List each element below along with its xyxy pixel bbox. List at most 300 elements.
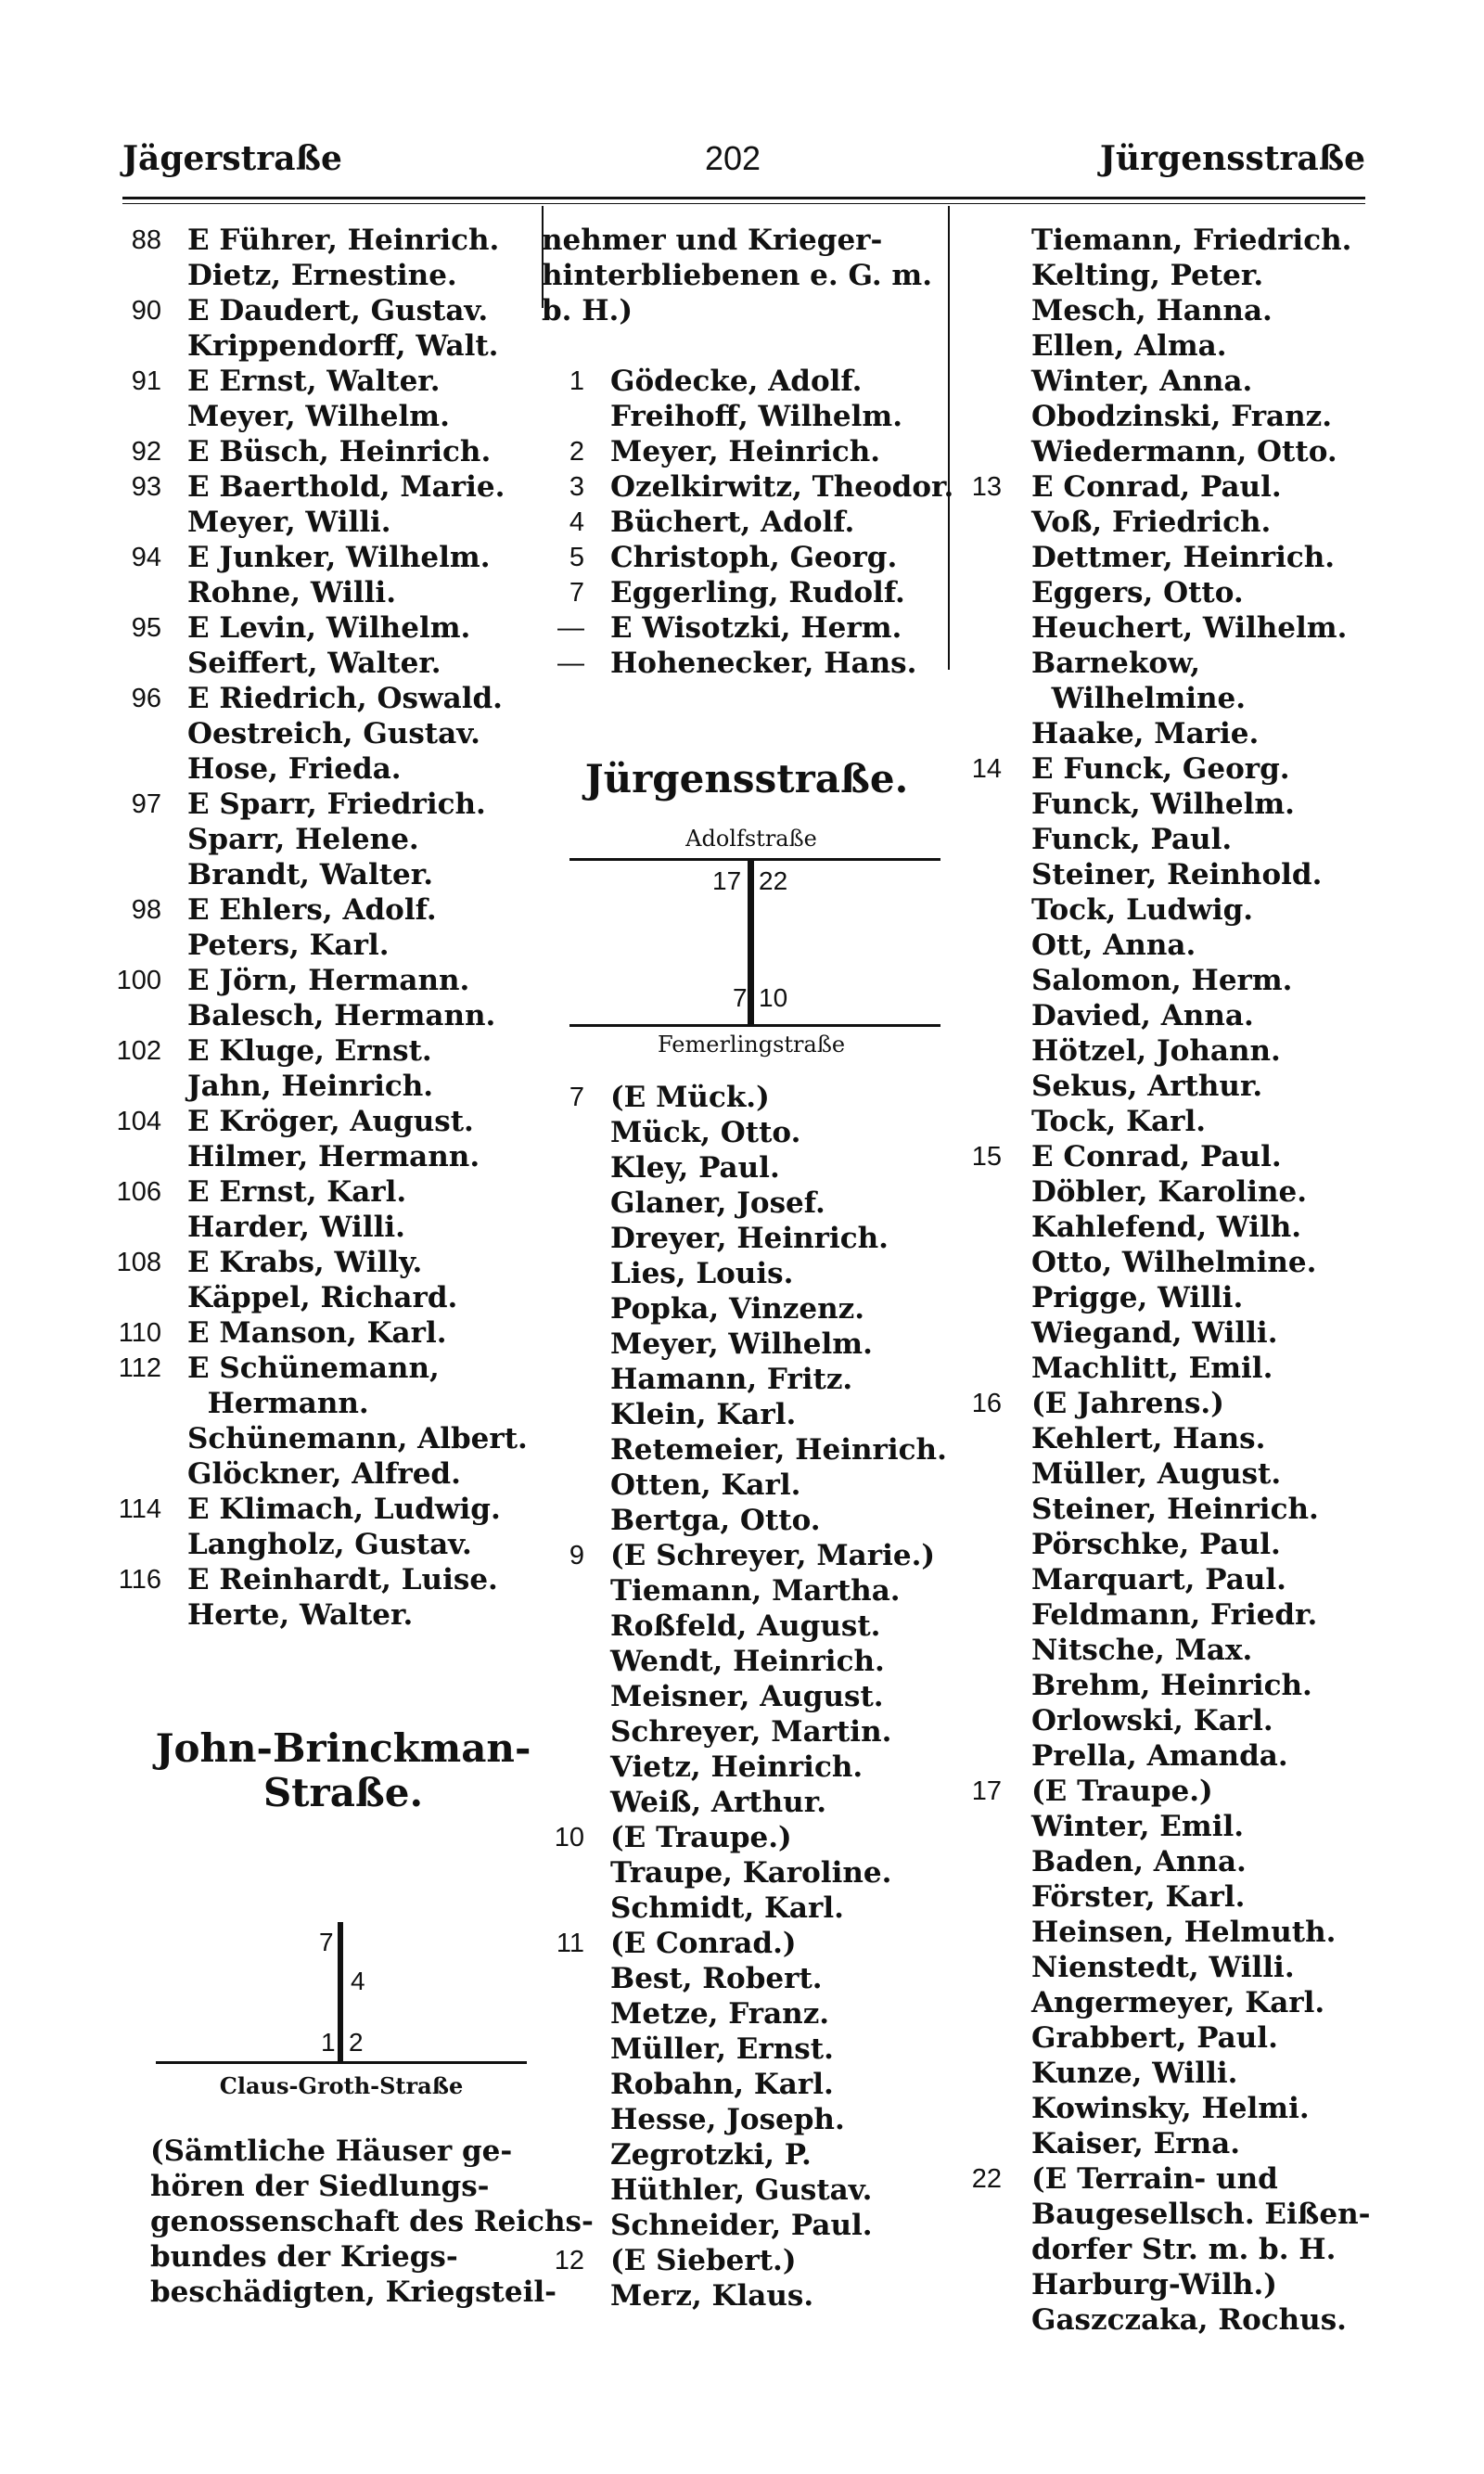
resident-entry: Meyer, Wilhelm.: [187, 400, 450, 433]
entry-line: [542, 2278, 950, 2314]
map-number-bottom-right: 2: [349, 2028, 364, 2057]
entry-line: [957, 787, 1393, 822]
note-line: (Sämtliche Häuser ge-: [150, 2134, 513, 2168]
resident-entry: Tock, Karl.: [1031, 1105, 1207, 1138]
entry-line: [542, 1150, 950, 1186]
resident-entry: (E Siebert.): [610, 2244, 797, 2277]
resident-entry: Hose, Frieda.: [187, 752, 402, 786]
street-map-bar: [338, 1922, 343, 2061]
entry-line: [111, 716, 547, 751]
cross-street-rule: [156, 2061, 527, 2064]
entry-line: [957, 1703, 1393, 1738]
resident-entry: E Levin, Wilhelm.: [187, 611, 471, 645]
resident-entry: Nienstedt, Willi.: [1031, 1951, 1295, 1984]
entry-line: [957, 2302, 1393, 2338]
entry-line: [957, 857, 1393, 892]
resident-entry: Baden, Anna.: [1031, 1845, 1247, 1878]
resident-entry: Obodzinski, Franz.: [1031, 400, 1333, 433]
entry-line: [542, 2243, 950, 2278]
house-number: 2: [569, 437, 584, 467]
entry-line: [111, 681, 547, 716]
house-number: 12: [554, 2246, 584, 2275]
resident-entry: Gaszczaka, Rochus.: [1031, 2303, 1347, 2337]
entry-line: [957, 1456, 1393, 1492]
resident-entry: E Ernst, Walter.: [187, 365, 441, 398]
entry-line: [957, 1915, 1393, 1950]
entry-line: [542, 1679, 950, 1714]
resident-entry: Winter, Emil.: [1031, 1810, 1245, 1843]
resident-entry: Meyer, Heinrich.: [610, 435, 881, 468]
header-rule-thin: [122, 203, 1365, 204]
entry-line: [957, 646, 1393, 681]
entry-line: [957, 1245, 1393, 1280]
map-number-top-left: 17: [712, 866, 742, 895]
entry-line: [542, 1926, 950, 1961]
resident-entry: Steiner, Reinhold.: [1031, 858, 1323, 891]
map-number-right: 4: [351, 1967, 365, 1995]
resident-entry: Dettmer, Heinrich.: [1031, 541, 1336, 574]
entry-line: [957, 1738, 1393, 1774]
entry-line: [542, 1996, 950, 2032]
entry-line: [957, 1844, 1393, 1879]
resident-entry: Kaiser, Erna.: [1031, 2127, 1241, 2160]
entry-line: [957, 2197, 1393, 2232]
resident-entry: Weiß, Arthur.: [610, 1786, 826, 1819]
resident-entry: Angermeyer, Karl.: [1031, 1986, 1325, 2019]
resident-entry: Schmidt, Karl.: [610, 1891, 844, 1925]
resident-entry: Ott, Anna.: [1031, 929, 1196, 962]
entry-line: [542, 1961, 950, 1996]
house-number: 17: [971, 1776, 1002, 1806]
entry-line: [542, 399, 950, 434]
resident-entry: Oestreich, Gustav.: [187, 717, 480, 750]
entry-line: [111, 1315, 547, 1351]
resident-entry: Winter, Anna.: [1031, 365, 1253, 398]
resident-entry: E Führer, Heinrich.: [187, 224, 500, 257]
column-juergensstrasse-continued: [957, 223, 1393, 2338]
entry-line: [957, 399, 1393, 434]
resident-entry: Grabbert, Paul.: [1031, 2021, 1278, 2055]
map-number-top: 7: [319, 1928, 334, 1956]
entry-line: [111, 822, 547, 857]
entry-line: [957, 751, 1393, 787]
house-number: 106: [116, 1177, 161, 1207]
entry-line: [542, 293, 950, 328]
entry-line: [111, 1562, 547, 1597]
resident-entry: Zegrotzki, P.: [610, 2138, 812, 2172]
resident-entry: Hüthler, Gustav.: [610, 2173, 873, 2207]
entry-line: [957, 1033, 1393, 1069]
resident-entry: Peters, Karl.: [187, 929, 390, 962]
resident-entry: (E Conrad.): [610, 1927, 797, 1960]
entry-line: [542, 1115, 950, 1150]
entry-line: [542, 1785, 950, 1820]
resident-entry: Wilhelmine.: [1031, 682, 1247, 715]
column-jaegerstrasse-entries: [111, 223, 547, 1633]
resident-entry: Brandt, Walter.: [187, 858, 434, 891]
resident-entry: Feldmann, Friedr.: [1031, 1598, 1318, 1632]
entry-line: [957, 1562, 1393, 1597]
resident-entry: Orlowski, Karl.: [1031, 1704, 1273, 1737]
entry-line: [957, 1139, 1393, 1174]
resident-entry: Popka, Vinzenz.: [610, 1292, 865, 1326]
column-juergensstrasse-entries: [542, 1080, 950, 2314]
entry-line: [957, 2091, 1393, 2126]
entry-line: [111, 575, 547, 610]
resident-entry: Kunze, Willi.: [1031, 2057, 1238, 2090]
resident-entry: Kehlert, Hans.: [1031, 1422, 1266, 1455]
entry-line: [957, 963, 1393, 998]
street-title-juergensstrasse: Jürgensstraße.: [584, 756, 909, 801]
entry-line: [111, 1492, 547, 1527]
resident-entry: Otten, Karl.: [610, 1468, 801, 1502]
entry-line: [111, 928, 547, 963]
resident-entry: Machlitt, Emil.: [1031, 1352, 1273, 1385]
resident-entry: Mück, Otto.: [610, 1116, 801, 1149]
house-number: 90: [131, 296, 161, 326]
resident-entry: Steiner, Heinrich.: [1031, 1493, 1319, 1526]
entry-line: [542, 540, 950, 575]
map-number-bottom-right: 10: [759, 983, 788, 1012]
resident-entry: E Reinhardt, Luise.: [187, 1563, 498, 1596]
entry-line: [957, 892, 1393, 928]
street-title-john-brinckman-1: John-Brinckman-: [155, 1725, 531, 1771]
house-number: —: [557, 648, 584, 678]
entry-line: [957, 1985, 1393, 2020]
house-number: 92: [131, 437, 161, 467]
entry-line: [111, 1033, 547, 1069]
running-header-right: Jürgensstraße: [1099, 139, 1365, 178]
entry-line: [957, 364, 1393, 399]
resident-entry: dorfer Str. m. b. H.: [1031, 2233, 1337, 2266]
resident-entry: Schneider, Paul.: [610, 2209, 873, 2242]
resident-entry: Jahn, Heinrich.: [187, 1070, 434, 1103]
entry-line: [111, 1597, 547, 1633]
entry-line: [957, 258, 1393, 293]
resident-entry: Meyer, Willi.: [187, 506, 391, 539]
resident-entry: Retemeier, Heinrich.: [610, 1433, 947, 1467]
resident-entry: Roßfeld, August.: [610, 1609, 881, 1643]
entry-line: [542, 1080, 950, 1115]
resident-entry: Kahlefend, Wilh.: [1031, 1211, 1302, 1244]
resident-entry: Glaner, Josef.: [610, 1186, 825, 1220]
resident-entry: Dietz, Ernestine.: [187, 259, 457, 292]
entry-line: [957, 2020, 1393, 2056]
house-number: 14: [971, 754, 1002, 784]
header-rule: [122, 197, 1365, 199]
map-number-bottom-left: 1: [321, 2028, 336, 2057]
house-number: 96: [131, 684, 161, 713]
entry-line: [957, 328, 1393, 364]
bottom-street-rule: [569, 1024, 940, 1027]
resident-entry: Müller, Ernst.: [610, 2032, 834, 2066]
entry-line: [957, 1774, 1393, 1809]
entry-line: [111, 751, 547, 787]
entry-line: [542, 1644, 950, 1679]
entry-line: [957, 2161, 1393, 2197]
entry-line: [542, 610, 950, 646]
entry-line: [542, 364, 950, 399]
resident-entry: E Junker, Wilhelm.: [187, 541, 491, 574]
entry-line: [542, 1891, 950, 1926]
resident-entry: E Jörn, Hermann.: [187, 964, 470, 997]
entry-line: [111, 1210, 547, 1245]
resident-entry: Barnekow,: [1031, 647, 1200, 680]
resident-entry: Kelting, Peter.: [1031, 259, 1264, 292]
entry-line: [542, 1468, 950, 1503]
resident-entry: Best, Robert.: [610, 1962, 823, 1995]
resident-entry: Eggerling, Rudolf.: [610, 576, 905, 609]
house-number: 4: [569, 507, 584, 537]
resident-entry: Nitsche, Max.: [1031, 1634, 1253, 1667]
resident-entry: Vietz, Heinrich.: [610, 1750, 864, 1784]
house-number: 94: [131, 543, 161, 572]
resident-entry: Meisner, August.: [610, 1680, 884, 1713]
resident-entry: nehmer und Krieger-: [542, 224, 883, 257]
house-number: 116: [118, 1565, 161, 1595]
resident-entry: Kley, Paul.: [610, 1151, 780, 1185]
resident-entry: E Daudert, Gustav.: [187, 294, 489, 327]
entry-line: [957, 2267, 1393, 2302]
resident-entry: Tock, Ludwig.: [1031, 893, 1254, 927]
top-street-label: Adolfstraße: [685, 826, 817, 852]
entry-line: [957, 1421, 1393, 1456]
entry-line: [957, 610, 1393, 646]
entry-line: [542, 1538, 950, 1573]
house-number: 1: [569, 366, 584, 396]
resident-entry: E Kröger, August.: [187, 1105, 474, 1138]
entry-line: [111, 1351, 547, 1386]
bottom-street-label: Femerlingstraße: [657, 1032, 846, 1058]
entry-line: [542, 2067, 950, 2102]
entry-line: [111, 1527, 547, 1562]
house-number: 110: [118, 1318, 161, 1348]
house-number: 10: [554, 1823, 584, 1852]
resident-entry: Wiedermann, Otto.: [1031, 435, 1337, 468]
entry-line: [542, 646, 950, 681]
resident-entry: E Klimach, Ludwig.: [187, 1493, 501, 1526]
resident-entry: Döbler, Karoline.: [1031, 1175, 1308, 1209]
resident-entry: Merz, Klaus.: [610, 2279, 814, 2313]
entry-line: [542, 575, 950, 610]
house-number: 88: [131, 225, 161, 255]
house-number: 3: [569, 472, 584, 502]
entry-line: [957, 1633, 1393, 1668]
resident-entry: (E Mück.): [610, 1081, 770, 1114]
house-number: 102: [116, 1036, 161, 1066]
resident-entry: Kowinsky, Helmi.: [1031, 2092, 1310, 2125]
resident-entry: E Ehlers, Adolf.: [187, 893, 437, 927]
resident-entry: Pörschke, Paul.: [1031, 1528, 1281, 1561]
street-title-john-brinckman-2: Straße.: [262, 1770, 424, 1815]
entry-line: [542, 505, 950, 540]
entry-line: [957, 2232, 1393, 2267]
resident-entry: Langholz, Gustav.: [187, 1528, 472, 1561]
house-number: 95: [131, 613, 161, 643]
entry-line: [542, 2137, 950, 2173]
entry-line: [542, 1573, 950, 1609]
running-header-left: Jägerstraße: [122, 139, 342, 178]
resident-entry: E Sparr, Friedrich.: [187, 788, 486, 821]
house-number: 91: [131, 366, 161, 396]
resident-entry: Schünemann, Albert.: [187, 1422, 528, 1455]
house-number: 13: [971, 472, 1002, 502]
resident-entry: (E Traupe.): [610, 1821, 792, 1854]
resident-entry: Hermann.: [187, 1387, 369, 1420]
resident-entry: E Wisotzki, Herm.: [610, 611, 902, 645]
entry-line: [542, 2032, 950, 2067]
entry-line: [111, 505, 547, 540]
entry-line: [542, 1186, 950, 1221]
entry-line: [111, 646, 547, 681]
resident-entry: Ozelkirwitz, Theodor.: [610, 470, 954, 504]
column-jaegerstrasse-continued: [542, 223, 954, 681]
entry-line: [111, 787, 547, 822]
resident-entry: Käppel, Richard.: [187, 1281, 458, 1314]
resident-entry: Brehm, Heinrich.: [1031, 1669, 1312, 1702]
entry-line: [957, 681, 1393, 716]
entry-line: [542, 1750, 950, 1785]
resident-entry: Tiemann, Friedrich.: [1031, 224, 1352, 257]
house-number: 22: [971, 2164, 1002, 2194]
entry-line: [542, 1256, 950, 1291]
page-number: 202: [705, 139, 761, 177]
resident-entry: Hamann, Fritz.: [610, 1363, 853, 1396]
entry-line: [542, 258, 950, 293]
resident-entry: (E Traupe.): [1031, 1775, 1213, 1808]
house-number: 98: [131, 895, 161, 925]
entry-line: [957, 2126, 1393, 2161]
resident-entry: Voß, Friedrich.: [1031, 506, 1272, 539]
entry-line: [111, 399, 547, 434]
entry-line: [957, 2056, 1393, 2091]
cross-street-label: Claus-Groth-Straße: [219, 2072, 464, 2099]
resident-entry: Robahn, Karl.: [610, 2068, 834, 2101]
entry-line: [957, 716, 1393, 751]
resident-entry: Sparr, Helene.: [187, 823, 419, 856]
entry-line: [111, 469, 547, 505]
resident-entry: Marquart, Paul.: [1031, 1563, 1286, 1596]
entry-line: [542, 1714, 950, 1750]
entry-line: [542, 1327, 950, 1362]
entry-line: [542, 1503, 950, 1538]
entry-line: [957, 1210, 1393, 1245]
entry-line: [542, 328, 950, 364]
entry-line: [111, 293, 547, 328]
resident-entry: Büchert, Adolf.: [610, 506, 855, 539]
note-line: beschädigten, Kriegsteil-: [150, 2275, 557, 2309]
entry-line: [957, 434, 1393, 469]
entry-line: [957, 1668, 1393, 1703]
entry-line: [957, 822, 1393, 857]
entry-line: [111, 998, 547, 1033]
resident-entry: Prella, Amanda.: [1031, 1739, 1288, 1773]
house-number: 11: [556, 1929, 584, 1958]
entry-line: [957, 469, 1393, 505]
entry-line: [542, 469, 954, 505]
resident-entry: hinterbliebenen e. G. m.: [542, 259, 933, 292]
resident-entry: Wiegand, Willi.: [1031, 1316, 1278, 1350]
entry-line: [957, 1351, 1393, 1386]
entry-line: [111, 1386, 547, 1421]
resident-entry: Funck, Wilhelm.: [1031, 788, 1295, 821]
resident-entry: Förster, Karl.: [1031, 1880, 1246, 1914]
resident-entry: Hilmer, Hermann.: [187, 1140, 480, 1173]
house-number: 112: [118, 1353, 161, 1383]
entry-line: [111, 1421, 547, 1456]
resident-entry: Wendt, Heinrich.: [610, 1645, 885, 1678]
entry-line: [111, 258, 547, 293]
resident-entry: Seiffert, Walter.: [187, 647, 441, 680]
entry-line: [957, 1492, 1393, 1527]
resident-entry: E Funck, Georg.: [1031, 752, 1290, 786]
resident-entry: Bertga, Otto.: [610, 1504, 821, 1537]
resident-entry: Prigge, Willi.: [1031, 1281, 1244, 1314]
entry-line: [542, 1362, 950, 1397]
note-line: bundes der Kriegs-: [150, 2240, 458, 2274]
resident-entry: Ellen, Alma.: [1031, 329, 1227, 363]
entry-line: [542, 1609, 950, 1644]
entry-line: [542, 1397, 950, 1432]
entry-line: [957, 1809, 1393, 1844]
entry-line: [957, 1386, 1393, 1421]
entry-line: [111, 892, 547, 928]
entry-line: [111, 1280, 547, 1315]
resident-entry: Schreyer, Martin.: [610, 1715, 892, 1749]
map-number-bottom-left: 7: [733, 983, 748, 1012]
resident-entry: Otto, Wilhelmine.: [1031, 1246, 1317, 1279]
house-number: 15: [971, 1142, 1002, 1172]
resident-entry: (E Terrain- und: [1031, 2162, 1278, 2196]
juergensstrasse-map-bar: [748, 861, 754, 1024]
resident-entry: E Ernst, Karl.: [187, 1175, 407, 1209]
resident-entry: Hohenecker, Hans.: [610, 647, 917, 680]
resident-entry: (E Jahrens.): [1031, 1387, 1224, 1420]
entry-line: [957, 1174, 1393, 1210]
entry-line: [111, 1456, 547, 1492]
resident-entry: Freihoff, Wilhelm.: [610, 400, 902, 433]
entry-line: [542, 223, 950, 258]
resident-entry: Dreyer, Heinrich.: [610, 1222, 889, 1255]
entry-line: [542, 1221, 950, 1256]
entry-line: [111, 540, 547, 575]
resident-entry: Balesch, Hermann.: [187, 999, 496, 1032]
resident-entry: Davied, Anna.: [1031, 999, 1254, 1032]
entry-line: [957, 1527, 1393, 1562]
resident-entry: E Krabs, Willy.: [187, 1246, 423, 1279]
entry-line: [111, 1139, 547, 1174]
resident-entry: E Conrad, Paul.: [1031, 470, 1282, 504]
resident-entry: Baugesellsch. Eißen-: [1031, 2198, 1371, 2231]
house-number: 9: [569, 1541, 584, 1570]
resident-entry: E Conrad, Paul.: [1031, 1140, 1282, 1173]
house-number: 108: [116, 1248, 161, 1277]
resident-entry: Gödecke, Adolf.: [610, 365, 863, 398]
resident-entry: Herte, Walter.: [187, 1598, 414, 1632]
house-number: 5: [569, 543, 584, 572]
resident-entry: Glöckner, Alfred.: [187, 1457, 461, 1491]
resident-entry: b. H.): [542, 294, 633, 327]
entry-line: [957, 540, 1393, 575]
entry-line: [111, 610, 547, 646]
resident-entry: Haake, Marie.: [1031, 717, 1260, 750]
entry-line: [542, 2102, 950, 2137]
entry-line: [542, 1432, 950, 1468]
entry-line: [957, 1950, 1393, 1985]
entry-line: [957, 998, 1393, 1033]
house-number: 114: [118, 1494, 161, 1524]
resident-entry: Funck, Paul.: [1031, 823, 1233, 856]
